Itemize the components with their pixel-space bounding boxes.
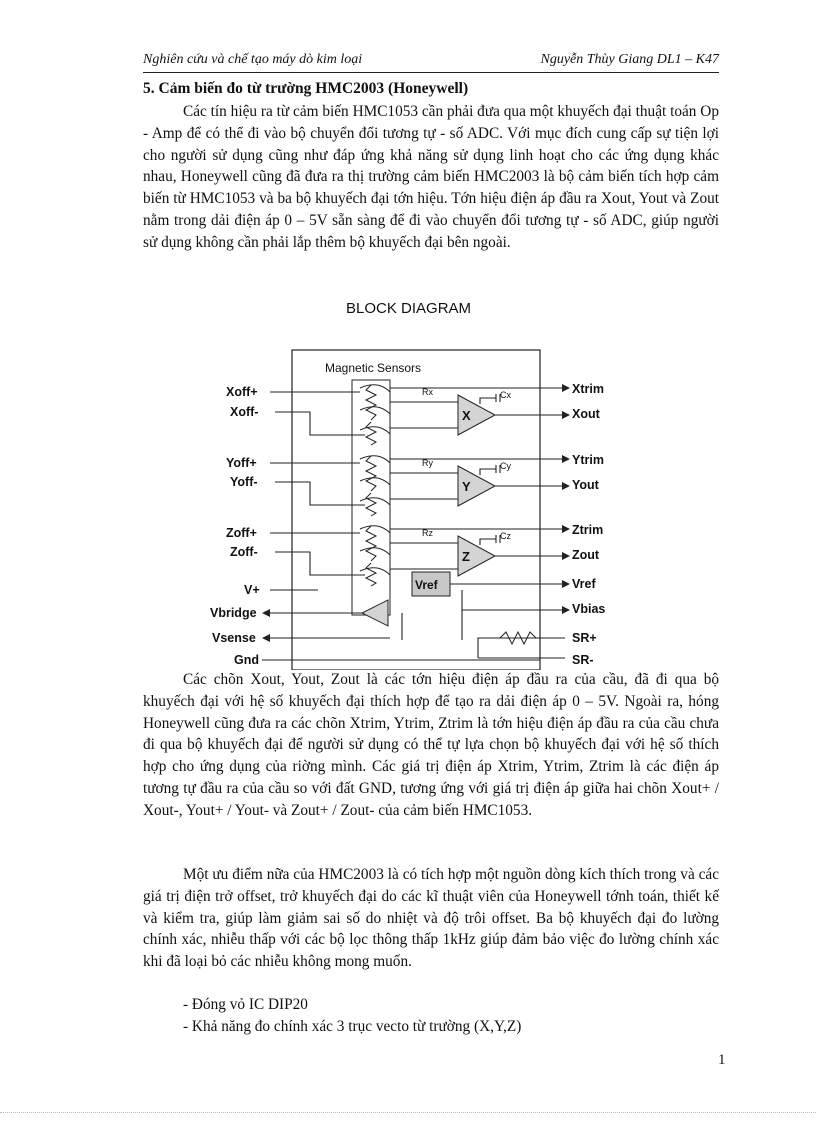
header-rule	[143, 72, 719, 73]
page-bottom-border	[0, 1112, 816, 1113]
vref-block-label: Vref	[415, 578, 438, 592]
pin-xoff-minus: Xoff-	[230, 405, 259, 419]
paragraph-2: Các chõn Xout, Yout, Zout là các tớn hiệu điện áp đầu ra của cầu, đã đi qua bộ khuyếch đại với hệ số khuyếch đại thích hợp để tạo ra dải điện áp 0 – 5V. Ngoài ra, hóng Honeywell cũng đưa ra các chõn Xtrim, Ytrim, Ztrim là tớn hiệu điện áp đầu ra của cầu chưa đi qua bộ khuyếch đại để người sử dụng có thể tự lựa chọn bộ khuyếch đại với hệ số thích hợp cho ứng dụng của riờng mình. Các giá trị điện áp Xtrim, Ytrim, Ztrim là các điện áp tương tự đầu ra của cầu so với đất GND, tương ứng với giá trị điện áp giữa hai chõn Xout+ / Xout-, Yout+ / Yout- và Zout+ / Zout- của cảm biến HMC1053.	[143, 671, 719, 819]
pin-ztrim: Ztrim	[572, 523, 604, 537]
cx-label: Cx	[500, 390, 511, 400]
amp-y-label: Y	[462, 479, 471, 494]
pin-vref: Vref	[572, 577, 596, 591]
pin-gnd: Gnd	[234, 653, 259, 667]
rz-label: Rz	[422, 528, 433, 538]
box-label: Magnetic Sensors	[325, 361, 422, 375]
header-left: Nghiên cứu và chế tạo máy dò kim loại	[143, 52, 363, 67]
pin-zoff-plus: Zoff+	[226, 526, 257, 540]
block-diagram	[200, 340, 620, 670]
pin-yout: Yout	[572, 478, 599, 492]
paragraph-1: Các tín hiệu ra từ cảm biến HMC1053 cần phải đưa qua một khuyếch đại thuật toán Op - Amp để có thể đi vào bộ chuyển đổi tương tự - số ADC. Với mục đích cung cấp sự tiện lợi cho người sử dụng cũng như đáp ứng khả năng sử dụng linh hoạt cho các ứng dụng khác nhau, Honeywell cũng đã đưa ra thị trường cảm biến HMC2003 là bộ cảm biến tích hợp cảm biến từ HMC1053 và ba bộ khuyếch đại tớn hiệu. Tớn hiệu điện áp đầu ra Xout, Yout và Zout nằm trong dải điện áp 0 – 5V sẵn sàng để đi vào chuyển đổi tương tự - số ADC, giúp người sử dụng không cần phải lắp thêm bộ khuyếch đại bên ngoài.	[143, 103, 719, 251]
paragraph-3: Một ưu điểm nữa của HMC2003 là có tích hợp một nguồn dòng kích thích trong và các giá trị điện trở offset, trở khuyếch đại do các kĩ thuật viên của Honeywell tớnh toán, thiết kế và kiểm tra, giúp làm giảm sai số do nhiệt và độ trôi offset. Ba bộ khuyếch đại đo lường chính xác, nhiễu thấp với các bộ lọc thông thấp 1kHz giúp đảm bảo việc đo lường chính xác khi đã loại bỏ các nhiễu không mong muốn.	[143, 866, 719, 971]
pin-xout: Xout	[572, 407, 600, 421]
cy-label: Cy	[500, 461, 511, 471]
pin-zoff-minus: Zoff-	[230, 545, 258, 559]
header-right: Nguyễn Thùy Giang DL1 – K47	[540, 52, 719, 67]
pin-vbias: Vbias	[572, 602, 606, 616]
pin-yoff-plus: Yoff+	[226, 456, 257, 470]
pin-vbridge: Vbridge	[210, 606, 257, 620]
pin-ytrim: Ytrim	[572, 453, 604, 467]
cz-label: Cz	[500, 531, 511, 541]
amp-z-label: Z	[462, 549, 470, 564]
pin-yoff-minus: Yoff-	[230, 475, 258, 489]
pin-sr-minus: SR-	[572, 653, 594, 667]
pin-vsense: Vsense	[212, 631, 256, 645]
bullet-2: - Khả năng đo chính xác 3 trục vecto từ trường (X,Y,Z)	[183, 1018, 522, 1035]
page-number: 1	[718, 1052, 726, 1068]
pin-xoff-plus: Xoff+	[226, 385, 258, 399]
buffer-amp	[362, 600, 388, 626]
section-title: 5. Cảm biến đo từ trường HMC2003 (Honeywell)	[143, 80, 469, 97]
page-header	[143, 52, 719, 74]
bullet-1: - Đóng vỏ IC DIP20	[183, 996, 308, 1013]
rx-label: Rx	[422, 387, 433, 397]
pin-vplus: V+	[244, 583, 260, 597]
pin-sr-plus: SR+	[572, 631, 597, 645]
pin-xtrim: Xtrim	[572, 382, 604, 396]
amp-x-label: X	[462, 408, 471, 423]
ry-label: Ry	[422, 458, 433, 468]
diagram-title: BLOCK DIAGRAM	[346, 300, 472, 317]
pin-zout: Zout	[572, 548, 600, 562]
